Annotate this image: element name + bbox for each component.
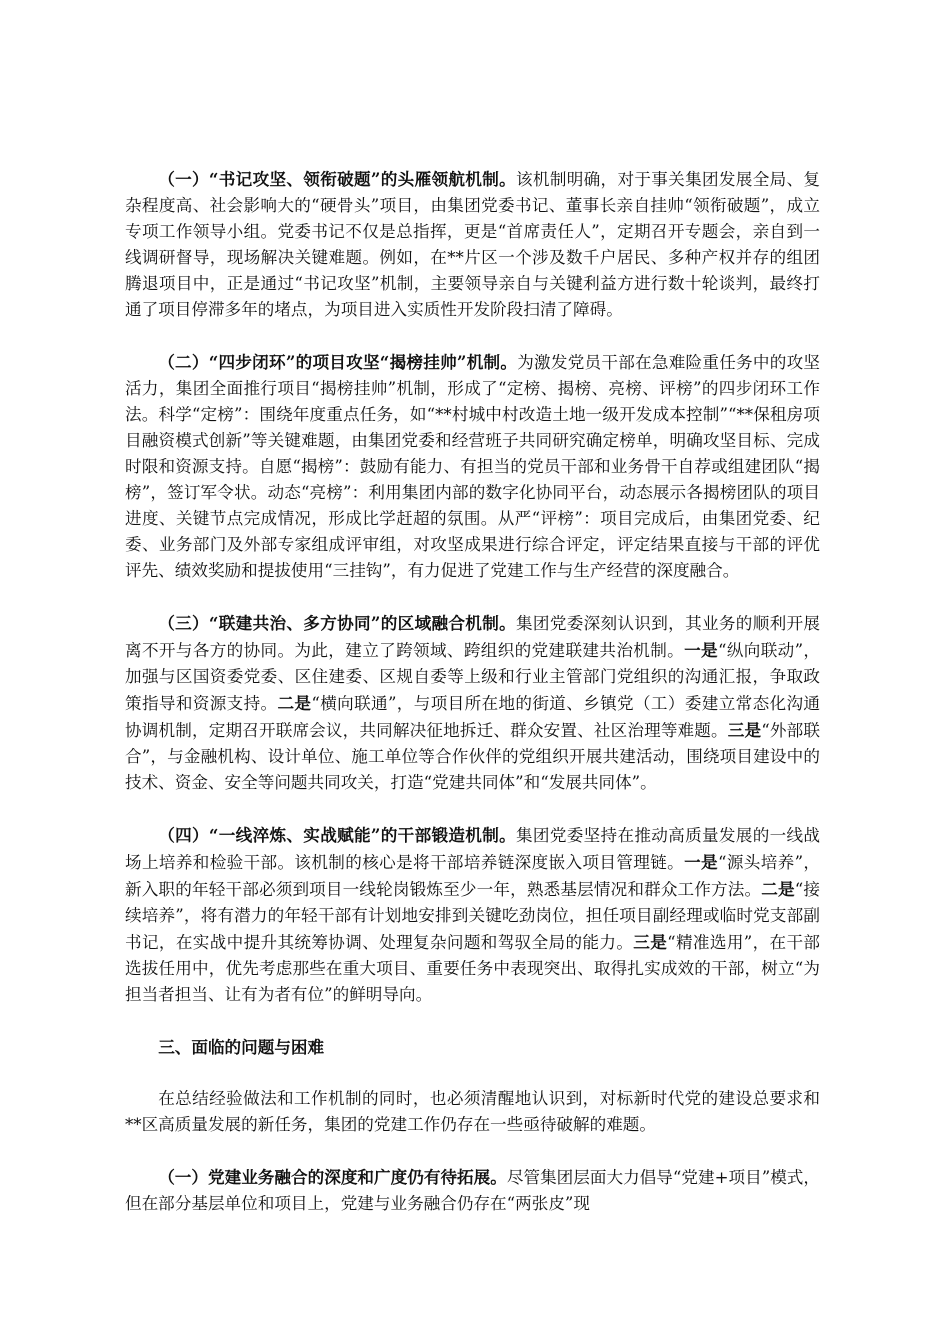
paragraph-mechanism-2 [125,349,820,584]
point-marker-3: 三是 [633,932,668,952]
paragraph-text: 集团党委深刻认识到，其业务的顺利开展离不开与各方的协同。为此，建立了跨领域、跨组织的党建联建共治机制。 [125,614,821,660]
paragraph-text: 该机制明确，对于事关集团发展全局、复杂程度高、社会影响大的“硬骨头”项目，由集团党委书记、董事长亲自挂帅“领衔破题”，成立专项工作领导小组。党委书记不仅是总指挥，更是“首席责任人”，定期召开专题会，亲自到一线调研督导，现场解决关键难题。例如，在**片区一个涉及数千户居民、多种产权并存的组团腾退项目中，正是通过“书记攻坚”机制，主要领导亲自与关键利益方进行数十轮谈判，最终打通了项目停滞多年的堵点，为项目进入实质性开发阶段扫清了障碍。 [125,170,821,319]
paragraph-text: 尽管集团层面大力倡导“党建+项目”模式，但在部分基层单位和项目上，党建与业务融合仍存在“两张皮”现 [125,1168,821,1213]
paragraph-text: “精准选用”，在干部选拔任用中，优先考虑那些在重大项目、重要任务中表现突出、取得扎实成效的干部，树立“为担当者担当、让有为者有位”的鲜明导向。 [125,933,821,1004]
paragraph-lead: （二）“四步闭环”的项目攻坚“揭榜挂帅”机制。 [158,352,518,372]
paragraph-problem-1 [125,1164,820,1217]
paragraph-text: “横向联通”，与项目所在地的街道、乡镇党（工）委建立常态化沟通协调机制，定期召开联席会议，共同解决征地拆迁、群众安置、社区治理等难题。 [125,694,821,740]
point-marker-3: 三是 [727,720,762,740]
paragraph-lead: （一）“书记攻坚、领衔破题”的头雁领航机制。 [158,169,517,189]
paragraph-text: “外部联合”，与金融机构、设计单位、施工单位等合作伙伴的党组织开展共建活动，围绕项目建设中的技术、资金、安全等问题共同攻关，打造“党建共同体”和“发展共同体”。 [125,721,821,792]
point-marker-1: 一是 [684,852,718,872]
paragraph-text: 为激发党员干部在急难险重任务中的攻坚活力，集团全面推行项目“揭榜挂帅”机制，形成了“定榜、揭榜、亮榜、评榜”的四步闭环工作法。科学“定榜”：围绕年度重点任务，如“**村城中村改造土地一级开发成本控制”“**保租房项目融资模式创新”等关键难题，由集团党委和经营班子共同研究确定榜单，明确攻坚目标、完成时限和资源支持。自愿“揭榜”：鼓励有能力、有担当的党员干部和业务骨干自荐或组建团队“揭榜”，签订军令状。动态“亮榜”：利用集团内部的数字化协同平台，动态展示各揭榜团队的项目进度、关键节点完成情况，形成比学赶超的氛围。从严“评榜”：项目完成后，由集团党委、纪委、业务部门及外部专家组成评审组，对攻坚成果进行综合评定，评定结果直接与干部的评优评先、绩效奖励和提拔使用“三挂钩”，有力促进了党建工作与生产经营的深度融合。 [125,353,820,580]
paragraph-lead: （一）党建业务融合的深度和广度仍有待拓展。 [158,1167,507,1187]
section-heading-problems: 三、面临的问题与困难 [158,1037,325,1057]
paragraph-text: “源头培养”，新入职的年轻干部必须到项目一线轮岗锻炼至少一年，熟悉基层情况和群众工作方法。 [125,853,821,899]
paragraph-text: “纵向联动”，加强与区国资委党委、区住建委、区规自委等上级和行业主管部门党组织的沟通汇报，争取政策指导和资源支持。 [125,641,821,713]
paragraph-text: “接续培养”，将有潜力的年轻干部有计划地安排到关键吃劲岗位，担任项目副经理或临时党支部副书记，在实战中提升其统筹协调、处理复杂问题和驾驭全局的能力。 [125,880,821,952]
document-body [125,166,820,1243]
paragraph-mechanism-1 [125,166,820,323]
paragraph-text: 在总结经验做法和工作机制的同时，也必须清醒地认识到，对标新时代党的建设总要求和**区高质量发展的新任务，集团的党建工作仍存在一些亟待破解的难题。 [125,1089,820,1134]
paragraph-mechanism-3 [125,610,820,796]
paragraph-lead: （三）“联建共治、多方协同”的区域融合机制。 [158,613,517,633]
point-marker-1: 一是 [684,640,718,660]
paragraph-text: 集团党委坚持在推动高质量发展的一线战场上培养和检验干部。该机制的核心是将干部培养链深度嵌入项目管理链。 [125,826,821,872]
point-marker-2: 二是 [277,693,312,713]
paragraph-lead: （四）“一线淬炼、实战赋能”的干部锻造机制。 [158,825,517,845]
point-marker-2: 二是 [761,879,795,899]
paragraph-intro-problems [125,1086,820,1138]
paragraph-mechanism-4 [125,822,820,1008]
